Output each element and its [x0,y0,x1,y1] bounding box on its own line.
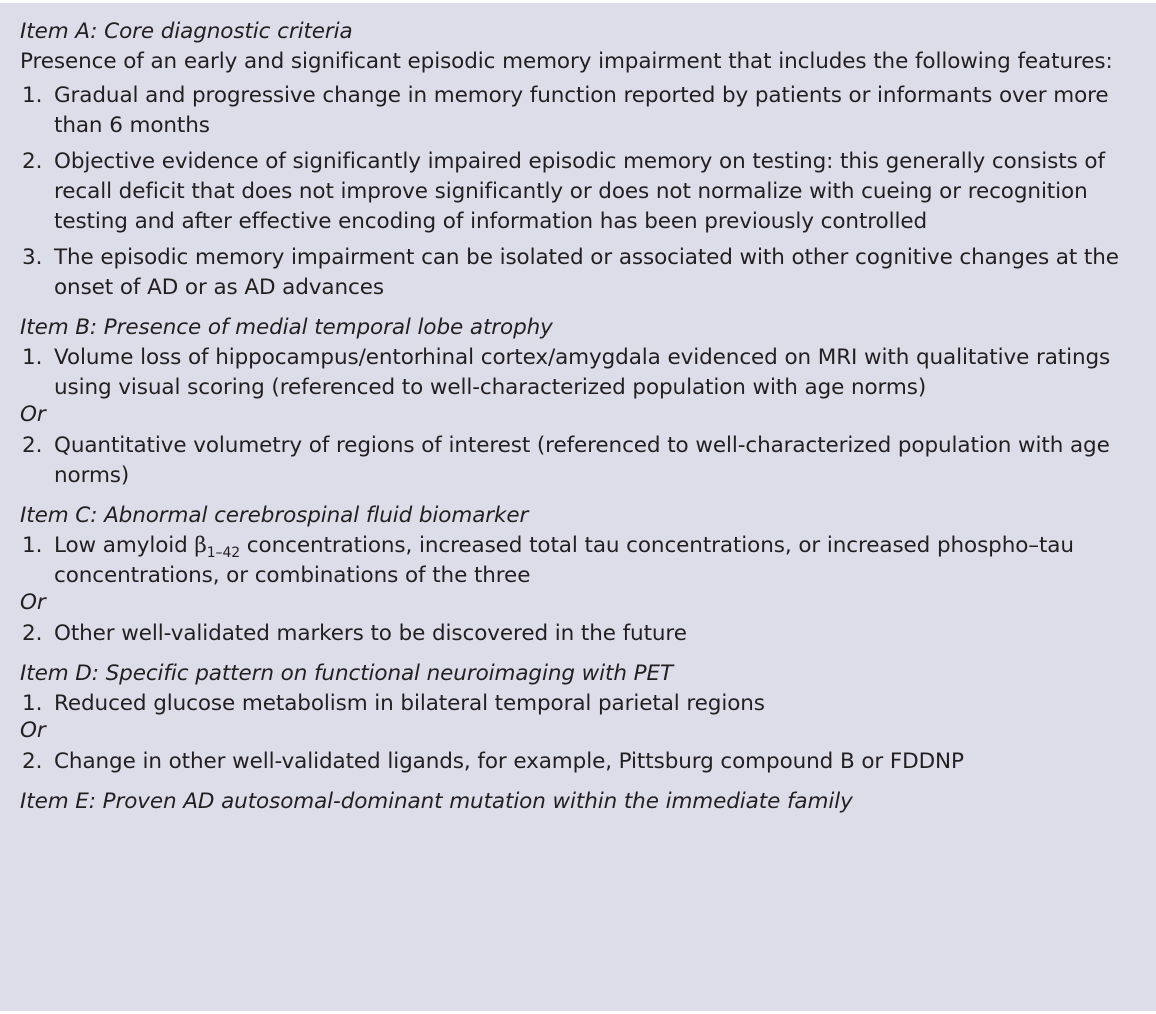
list-number: 3. [22,245,43,270]
list-item [20,531,1142,591]
item-d-title: Item D: Specific pattern on functional neuroimaging with PET [20,661,673,686]
item-e [20,787,1142,817]
item-b [20,313,1142,491]
list-item [20,243,1142,303]
list-item [20,747,1142,777]
item-b-list-alt [20,431,1142,491]
list-number: 2. [22,149,43,174]
list-item [20,81,1142,141]
list-text: Change in other well-validated ligands, for example, Pittsburg compound B or FDDNP [54,749,964,774]
item-b-list [20,343,1142,403]
item-d [20,659,1142,777]
or-separator: Or [20,402,46,427]
item-c-list-alt [20,619,1142,649]
list-text-post: concentrations, increased total tau concentrations, or increased phospho–tau concentrations, or combinations of the three [54,533,1074,588]
beta-subscript: 1–42 [206,545,241,561]
list-text: Reduced glucose metabolism in bilateral temporal parietal regions [54,691,765,716]
list-text: Objective evidence of significantly impaired episodic memory on testing: this generally consists of recall deficit that does not improve significantly or does not normalize with cueing or recognition testing and after effective encoding of information has been previously controlled [54,149,1105,234]
list-item [20,619,1142,649]
list-number: 2. [22,433,43,458]
list-number: 1. [22,691,43,716]
list-number: 1. [22,345,43,370]
item-b-title: Item B: Presence of medial temporal lobe atrophy [20,315,553,340]
list-item [20,343,1142,403]
list-item [20,689,1142,719]
list-number: 1. [22,83,43,108]
list-item [20,147,1142,237]
item-a-title: Item A: Core diagnostic criteria [20,19,353,44]
list-item [20,431,1142,491]
list-number: 2. [22,621,43,646]
or-separator: Or [20,590,46,615]
item-a [20,17,1142,303]
item-c [20,501,1142,649]
list-text: Other well-validated markers to be discovered in the future [54,621,687,646]
list-text-pre: Low amyloid [54,533,195,558]
item-d-list-alt [20,747,1142,777]
item-c-list [20,531,1142,591]
list-text: Volume loss of hippocampus/entorhinal cortex/amygdala evidenced on MRI with qualitative ratings using visual scoring (referenced to well-characterized population with age norms) [54,345,1111,400]
item-c-title: Item C: Abnormal cerebrospinal fluid biomarker [20,503,529,528]
list-text: Gradual and progressive change in memory function reported by patients or informants over more than 6 months [54,83,1109,138]
list-number: 1. [22,533,43,558]
item-a-intro: Presence of an early and significant episodic memory impairment that includes the following features: [20,49,1113,74]
list-text: The episodic memory impairment can be isolated or associated with other cognitive changes at the onset of AD or as AD advances [54,245,1119,300]
or-separator: Or [20,718,46,743]
item-d-list [20,689,1142,719]
list-text: Quantitative volumetry of regions of interest (referenced to well-characterized population with age norms) [54,433,1110,488]
list-number: 2. [22,749,43,774]
list-text [54,533,1074,588]
item-a-list [20,81,1142,303]
beta-symbol: β [194,533,207,558]
item-e-title: Item E: Proven AD autosomal-dominant mutation within the immediate family [20,789,853,814]
